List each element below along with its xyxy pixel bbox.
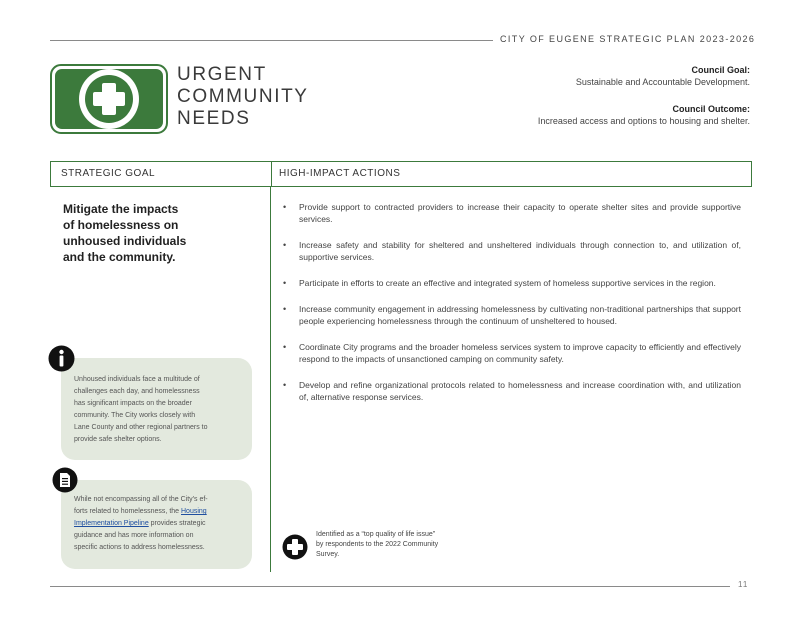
actions-list — [283, 201, 741, 417]
action-item: • Provide support to contracted providers to increase their capacity to operate shelter sites and provide supportive services. — [283, 202, 741, 224]
action-item: • Develop and refine organizational protocols related to homelessness and increase coordination with, and utilization of, alternative response services. — [283, 380, 741, 402]
footer-rule — [50, 586, 730, 587]
column-divider — [270, 186, 271, 572]
bullet-icon: • — [283, 278, 287, 288]
action-item: • Increase community engagement in addressing homelessness by cultivating non-traditional partnerships that support people experiencing homelessness through the continuum of unsheltered to housed. — [283, 304, 741, 326]
section-title-line: COMMUNITY — [177, 86, 309, 107]
table-header — [50, 161, 752, 187]
strategic-goal-line: of homelessness on — [63, 218, 179, 232]
header-rule — [50, 40, 493, 41]
resource-callout-text: While not encompassing all of the City's ef- forts related to homelessness, the Housing Implementation Pipeline provides strategic guidance and has more information on specific actions to address homelessness. — [74, 496, 208, 551]
council-info — [538, 64, 750, 127]
plus-icon — [282, 534, 308, 560]
council-goal-text: Sustainable and Accountable Development. — [575, 77, 750, 87]
council-goal-label: Council Goal: — [691, 65, 750, 75]
strategic-goal — [63, 201, 213, 265]
action-item: • Coordinate City programs and the broader homeless services system to improve capacity to efficiently and effectively respond to the impacts of unsanctioned camping on community safety. — [283, 342, 741, 364]
strategic-goal-line: unhoused individuals — [63, 234, 187, 248]
housing-pipeline-link[interactable]: Housing — [181, 508, 207, 515]
council-outcome-label: Council Outcome: — [672, 104, 750, 114]
action-item: • Participate in efforts to create an effective and integrated system of homeless supportive services in the region. — [283, 278, 716, 288]
bullet-icon: • — [283, 342, 287, 352]
bullet-icon: • — [283, 304, 287, 314]
section-title — [177, 64, 309, 130]
housing-pipeline-link[interactable]: Implementation Pipeline — [74, 520, 149, 527]
plus-cross-logo-icon — [50, 64, 168, 134]
header-title: CITY OF EUGENE STRATEGIC PLAN 2023-2026 — [500, 34, 756, 44]
council-outcome-text: Increased access and options to housing and shelter. — [537, 116, 750, 126]
survey-note: Identified as a “top quality of life issue” by respondents to the 2022 Community Survey. — [316, 531, 439, 558]
document-icon — [52, 467, 78, 493]
section-title-line: NEEDS — [177, 108, 251, 129]
page-number: 11 — [738, 580, 749, 589]
info-callout-text: Unhoused individuals face a multitude of challenges each day, and homelessness has significant impacts on the broader community. The City works closely with Lane County and other regional partners to provide safe shelter options. — [74, 376, 208, 443]
info-icon — [48, 345, 75, 372]
col-header-actions: HIGH-IMPACT ACTIONS — [279, 168, 401, 179]
action-item: • Increase safety and stability for sheltered and unsheltered individuals through connection to, and utilization of, supportive services. — [283, 240, 741, 262]
bullet-icon: • — [283, 380, 287, 390]
col-header-strategic-goal: STRATEGIC GOAL — [51, 162, 272, 186]
section-title-line: URGENT — [177, 64, 267, 85]
strategic-goal-line: and the community. — [63, 250, 176, 264]
bullet-icon: • — [283, 202, 287, 212]
strategic-goal-line: Mitigate the impacts — [63, 202, 179, 216]
bullet-icon: • — [283, 240, 287, 250]
